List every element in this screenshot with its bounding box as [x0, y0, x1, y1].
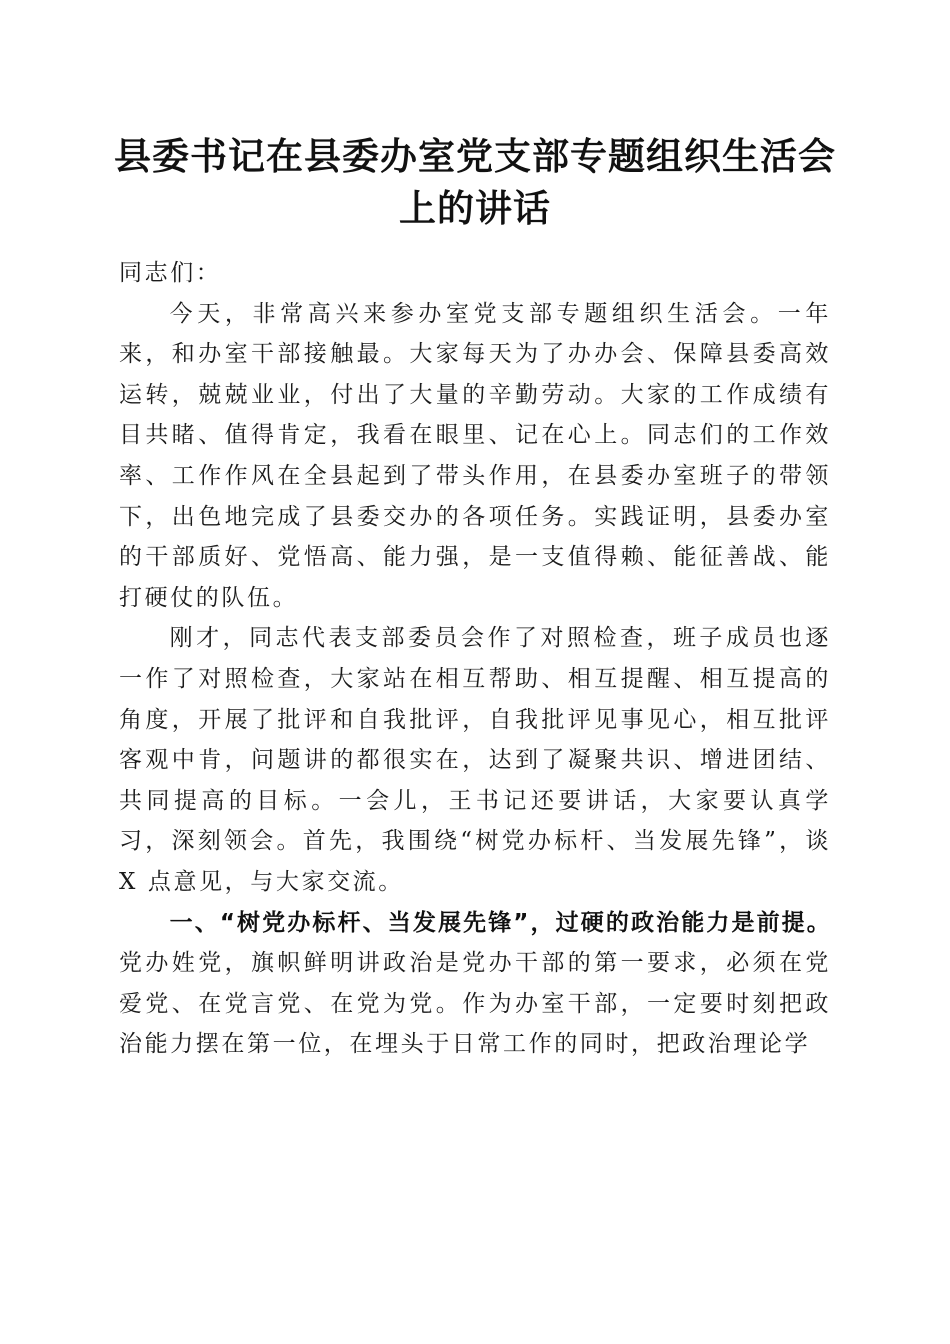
- document-title: 县委书记在县委办室党支部专题组织生活会上的讲话: [114, 134, 836, 230]
- document-body: [119, 253, 831, 1065]
- salutation: 同志们：: [119, 260, 222, 286]
- paragraph-1: 今天，非常高兴来参办室党支部专题组织生活会。一年来，和办室干部接触最。大家每天为了办办会、保障县委高效运转，兢兢业业，付出了大量的辛勤劳动。大家的工作成绩有目共睹、值得肯定，我看在眼里、记在心上。同志们的工作效率、工作作风在全县起到了带头作用，在县委办室班子的带领下，出色地完成了县委交办的各项任务。实践证明，县委办室的干部质好、党悟高、能力强，是一支值得赖、能征善战、能打硬仗的队伍。: [119, 300, 831, 611]
- section-1-paragraph: [119, 903, 831, 1065]
- section-1-heading: 一、“树党办标杆、当发展先锋”，过硬的政治能力是前提。: [169, 909, 831, 936]
- section-1-text: 党办姓党，旗帜鲜明讲政治是党办干部的第一要求，必须在党爱党、在党言党、在党为党。作为办室干部，一定要时刻把政治能力摆在第一位，在埋头于日常工作的同时，把政治理论学: [119, 950, 831, 1058]
- paragraph-2: 刚才，同志代表支部委员会作了对照检查，班子成员也逐一作了对照检查，大家站在相互帮助、相互提醒、相互提高的角度，开展了批评和自我批评，自我批评见事见心，相互批评客观中肯，问题讲的都很实在，达到了凝聚共识、增进团结、共同提高的目标。一会儿，王书记还要讲话，大家要认真学习，深刻领会。首先，我围绕“树党办标杆、当发展先锋”，谈 X 点意见，与大家交流。: [119, 625, 831, 895]
